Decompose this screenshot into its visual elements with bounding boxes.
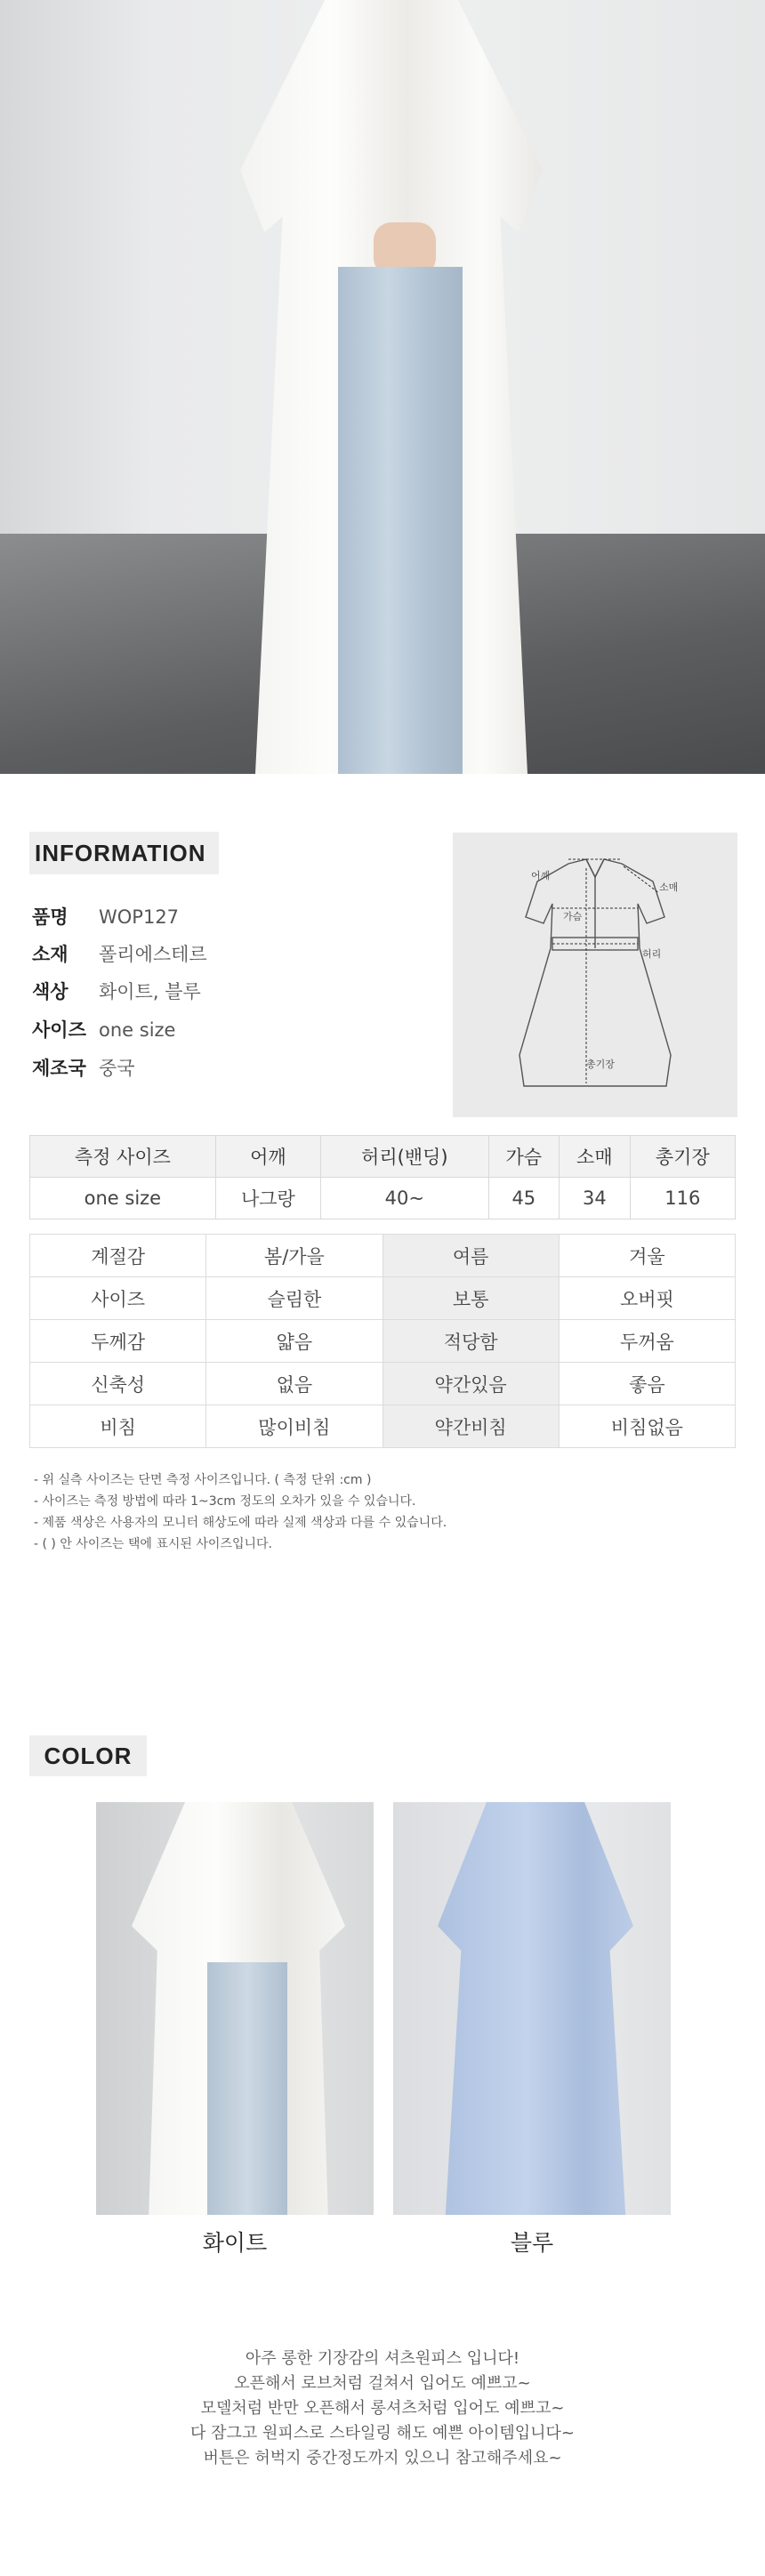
color-name-blue: 블루: [510, 2230, 554, 2256]
table-row: 두께감 얇음 적당함 두꺼움: [30, 1320, 736, 1363]
product-description: 아주 롱한 기장감의 셔츠원피스 입니다! 오픈해서 로브처럼 걸쳐서 입어도 예쁘고~ 모델처럼 반만 오픈해서 롱셔츠처럼 입어도 예쁘고~ 다 잠그고 원피스로 스타일링 해도 예쁜 아이템입니다~ 버튼은 허벅지 중간정도까지 있으니 참고해주세요~: [190, 2349, 575, 2467]
color-name-white: 화이트: [202, 2230, 268, 2256]
size-diagram: [453, 833, 737, 1117]
spec-row-name: 품명 WOP127: [32, 906, 180, 928]
spec-row-origin: 제조국 중국: [32, 1058, 135, 1079]
color-photo-white: [96, 1802, 374, 2215]
table-row: 측정 사이즈 어깨 허리(밴딩) 가슴 소매 총기장: [30, 1136, 736, 1178]
diagram-label-length: 총기장: [586, 1059, 615, 1070]
selected-fit-cell: 약간비침: [382, 1405, 559, 1448]
diagram-label-waist: 허리: [642, 948, 662, 960]
selected-fit-cell: 보통: [382, 1277, 559, 1320]
selected-fit-cell: 여름: [382, 1235, 559, 1277]
dress-outline-illustration: [453, 833, 737, 1117]
table-row: 신축성 없음 약간있음 좋음: [30, 1363, 736, 1405]
spec-row-color: 색상 화이트, 블루: [32, 981, 201, 1002]
table-row: 계절감 봄/가을 여름 겨울: [30, 1235, 736, 1277]
fit-table: [29, 1234, 736, 1448]
diagram-label-shoulder: 어깨: [531, 870, 551, 881]
hero-model-photo: [0, 0, 765, 774]
selected-fit-cell: 적당함: [382, 1320, 559, 1363]
jeans: [338, 267, 463, 774]
spec-row-size: 사이즈 one size: [32, 1019, 176, 1041]
diagram-label-sleeve: 소매: [659, 881, 679, 893]
table-row: one size 나그랑 40~ 45 34 116: [30, 1178, 736, 1220]
spec-row-material: 소재 폴리에스테르: [32, 944, 207, 965]
selected-fit-cell: 약간있음: [382, 1363, 559, 1405]
table-row: 비침 많이비침 약간비침 비침없음: [30, 1405, 736, 1448]
measurement-table: [29, 1135, 736, 1220]
size-notes: - 위 실측 사이즈는 단면 측정 사이즈입니다. ( 측정 단위 :cm ) - 사이즈는 측정 방법에 따라 1~3cm 정도의 오차가 있을 수 있습니다. - 제품 색상은 사용자의 모니터 해상도에 따라 실제 색상과 다를 수 있습니다. - ( ) 안 사이즈는 택에 표시된 사이즈입니다.: [34, 1473, 447, 1551]
diagram-label-chest: 가슴: [563, 911, 583, 922]
color-heading: COLOR: [29, 1735, 147, 1776]
color-photo-blue: [393, 1802, 671, 2215]
model-figure: [240, 0, 543, 774]
information-heading: INFORMATION: [29, 832, 219, 874]
table-row: 사이즈 슬림한 보통 오버핏: [30, 1277, 736, 1320]
